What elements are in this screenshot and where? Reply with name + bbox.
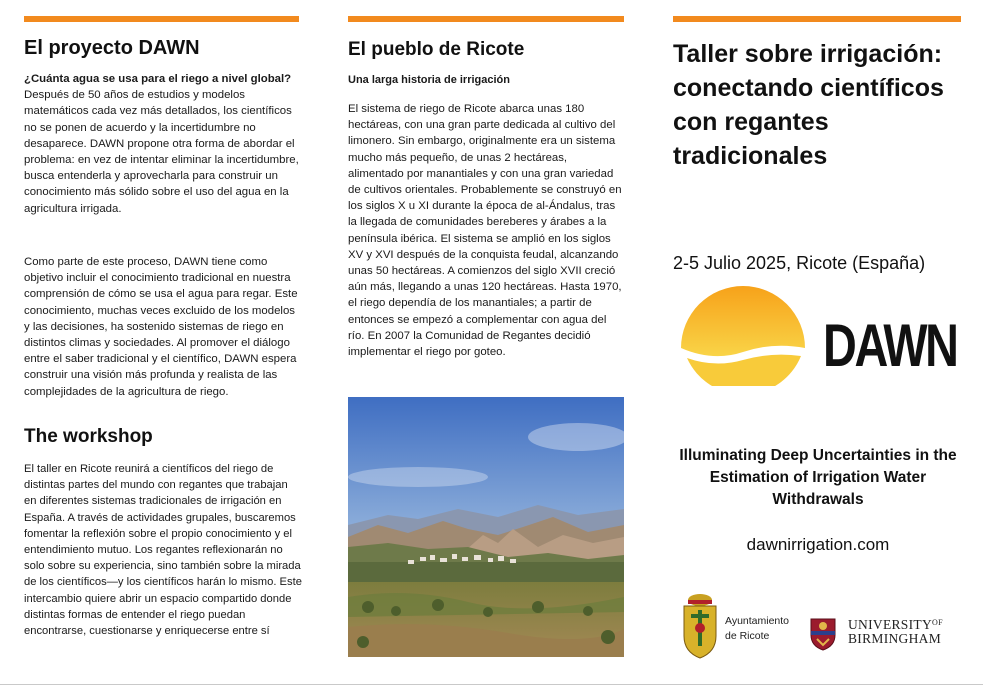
paragraph-workshop: El taller en Ricote reunirá a científicos del riego de distintas partes del mundo con regantes que trabajan en diferentes sistemas tradicionales de irrigación en España. A través de actividades grupales, buscaremos fomentar la reflexión sobre el propio conocimiento y el entendimiento mutuo. Los regantes reflexionarán no solo sobre su experiencia, sino también sobre la mirada de los científicos—y los científicos harán lo mismo. Este intercambio quiere abrir un espacio compartido donde distintas formas de entender el riego puedan encontrarse, cuestionarse y enriquecerse entre sí bbox=[24, 463, 302, 638]
project-website-link[interactable]: dawnirrigation.com bbox=[746, 535, 890, 554]
cover-title: Taller sobre irrigación: conectando científicos con regantes tradicionales bbox=[673, 40, 944, 170]
dawn-sun-logo-icon bbox=[673, 286, 813, 386]
birmingham-crest-icon bbox=[809, 617, 837, 651]
birmingham-logo-text: $UNIVERSITY^{OF}$ BIRMINGHAM bbox=[848, 617, 943, 646]
intro-text: Después de 50 años de estudios y modelos matemáticos cada vez más detallados, los científicos no se ponen de acuerdo y la incertidumbre no desaparece. DAWN propone otra forma de abordar el problema: en vez de intentar eliminar la incertidumbre, busca entenderla y aprovecharla para construir un conocimiento más sólido sobre el uso del agua en la agricultura irrigada. bbox=[24, 89, 299, 215]
ricote-landscape-photo bbox=[348, 397, 624, 657]
paragraph-proyecto-intro bbox=[24, 71, 302, 217]
page-bottom-edge bbox=[0, 684, 983, 685]
dawn-logo-wordmark: DAWN bbox=[823, 312, 957, 379]
section-title-workshop: The workshop bbox=[24, 426, 153, 447]
ricote-coat-of-arms-icon bbox=[681, 592, 719, 660]
ayuntamiento-logo-text: Ayuntamiento de Ricote bbox=[725, 615, 790, 642]
paragraph-ricote-historia: El sistema de riego de Ricote abarca unas 180 hectáreas, con una gran parte dedicada al cultivo del limonero. Sin embargo, originalmente era un sistema mucho más pequeño, de unas 2 hectáreas, alimentado por manantiales y con una gran variedad de cultivos orientales. Probablemente se construyó en los siglos X u XI durante la época de al-Ándalus, tras la llegada de comunidades bereberes y árabes a la península ibérica. El sistema se amplió en los siglos XV y XVI después de la conquista feudal, alcanzando unas 50 hectáreas. A comienzos del siglo XVII creció aún más, llegando a unas 120 hectáreas. Hasta 1970, el riego dependía de los manantiales; a partir de entonces se empezó a complementar con agua del río. En 2007 la Comunidad de Regantes decidió implementar el riego por goteo. bbox=[348, 103, 622, 359]
section-title-ricote: El pueblo de Ricote bbox=[348, 39, 525, 60]
accent-bar-col3 bbox=[673, 16, 961, 22]
event-date-location: 2-5 Julio 2025, Ricote (España) bbox=[673, 253, 926, 273]
accent-bar-col2 bbox=[348, 16, 624, 22]
project-tagline: Illuminating Deep Uncertainties in the Estimation of Irrigation Water Withdrawals bbox=[679, 447, 957, 508]
section-title-proyecto: El proyecto DAWN bbox=[24, 37, 200, 59]
paragraph-proyecto-objetivo: Como parte de este proceso, DAWN tiene como objetivo incluir el conocimiento tradicional en nuestra comprensión de cómo se usa el agua para regar. Este conocimiento, muchas veces excluido de los modelos y las decisiones, ha sostenido sistemas de riego en distintos climas y sociedades. Al promover el diálogo entre el saber tradicional y el científico, DAWN espera construir una visión más profunda y realista de las complejidades de la agricultura de riego. bbox=[24, 256, 298, 398]
lead-question: ¿Cuánta agua se usa para el riego a nivel global? bbox=[24, 73, 292, 85]
accent-bar-col1 bbox=[24, 16, 299, 22]
section-subtitle-ricote: Una larga historia de irrigación bbox=[348, 74, 510, 86]
